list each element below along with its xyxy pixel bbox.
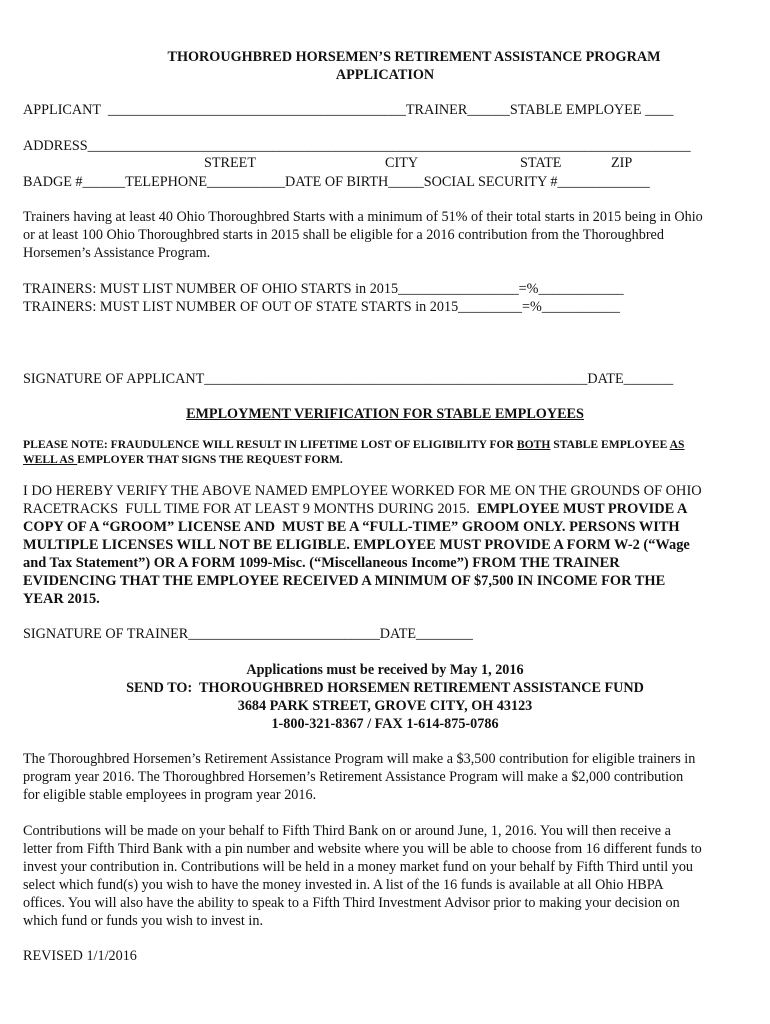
contribution-line: The Thoroughbred Horsemen’s Retirement Assistance Program will make a $3,500 contribution for eligible trainers in — [23, 751, 696, 767]
deadline-text: Applications must be received by May 1, 2016 — [246, 662, 524, 678]
verify-line-bold: EMPLOYEE MUST PROVIDE A — [477, 501, 688, 517]
note-well-as: WELL AS — [23, 453, 78, 466]
badge-line[interactable]: BADGE #______TELEPHONE___________DATE OF BIRTH_____SOCIAL SECURITY #_____________ — [23, 174, 650, 190]
ohio-starts-line[interactable]: TRAINERS: MUST LIST NUMBER OF OHIO STARTS in 2015_________________=%____________ — [23, 281, 624, 297]
applicant-line[interactable]: APPLICANT __________________________________________TRAINER______STABLE EMPLOYEE ____ — [23, 102, 674, 118]
eligibility-line: or at least 100 Ohio Thoroughbred starts in 2015 shall be eligible for a 2016 contribution from the Thoroughbred — [23, 227, 664, 243]
send-to-text: SEND TO: THOROUGHBRED HORSEMEN RETIREMENT ASSISTANCE FUND — [126, 680, 644, 696]
contribution-line: program year 2016. The Thoroughbred Horsemen’s Retirement Assistance Program will make a $2,000 contribution — [23, 769, 684, 785]
eligibility-line: Trainers having at least 40 Ohio Thoroughbred Starts with a minimum of 51% of their total starts in 2015 being in Ohio — [23, 209, 703, 225]
eligibility-line: Horsemen’s Assistance Program. — [23, 245, 211, 261]
city-label: CITY — [385, 155, 419, 171]
verification-heading: EMPLOYMENT VERIFICATION FOR STABLE EMPLOYEES — [186, 406, 584, 422]
verify-line: I DO HEREBY VERIFY THE ABOVE NAMED EMPLOYEE WORKED FOR ME ON THE GROUNDS OF OHIO — [23, 483, 702, 499]
verify-line: RACETRACKS FULL TIME FOR AT LEAST 9 MONTHS DURING 2015. — [23, 501, 478, 517]
note-as: AS — [669, 438, 685, 451]
address-text: 3684 PARK STREET, GROVE CITY, OH 43123 — [237, 698, 533, 714]
verify-line: COPY OF A “GROOM” LICENSE AND MUST BE A “FULL-TIME” GROOM ONLY. PERSONS WITH — [23, 519, 680, 535]
verify-line: EVIDENCING THAT THE EMPLOYEE RECEIVED A MINIMUM OF $7,500 IN INCOME FOR THE — [23, 573, 666, 589]
verify-line: YEAR 2015. — [23, 591, 100, 607]
contribution-line: for eligible stable employees in program year 2016. — [23, 787, 317, 803]
address-line[interactable]: ADDRESS_____________________________________________________________________________________ — [23, 138, 691, 154]
fifth-third-line: Contributions will be made on your behalf to Fifth Third Bank on or around June, 1, 2016. You will then receive a — [23, 823, 671, 839]
verify-line: and Tax Statement”) OR A FORM 1099-Misc. (“Miscellaneous Income”) FROM THE TRAINER — [23, 555, 620, 571]
note-both: BOTH — [516, 438, 551, 451]
note-text: PLEASE NOTE: FRAUDULENCE WILL RESULT IN LIFETIME LOST OF ELIGIBILITY FOR — [23, 438, 517, 451]
phone-fax-text: 1-800-321-8367 / FAX 1-614-875-0786 — [271, 716, 499, 732]
zip-label: ZIP — [611, 155, 633, 171]
street-label: STREET — [204, 155, 257, 171]
revised-date: REVISED 1/1/2016 — [23, 948, 137, 964]
applicant-signature-line[interactable]: SIGNATURE OF APPLICANT______________________________________________________DATE_______ — [23, 371, 674, 387]
form-subtitle: APPLICATION — [335, 67, 435, 83]
form-title: THOROUGHBRED HORSEMEN’S RETIREMENT ASSISTANCE PROGRAM — [167, 49, 661, 65]
out-of-state-starts-line[interactable]: TRAINERS: MUST LIST NUMBER OF OUT OF STATE STARTS in 2015_________=%___________ — [23, 299, 620, 315]
fifth-third-line: letter from Fifth Third Bank with a pin number and website where you will be able to choose from 16 different funds to — [23, 841, 702, 857]
trainer-signature-line[interactable]: SIGNATURE OF TRAINER___________________________DATE________ — [23, 626, 473, 642]
verify-line: MULTIPLE LICENSES WILL NOT BE ELIGIBLE. EMPLOYEE MUST PROVIDE A FORM W-2 (“Wage — [23, 537, 690, 553]
fifth-third-line: select which fund(s) you wish to have the money invested in. A list of the 16 funds is available at all Ohio HBPA — [23, 877, 664, 893]
note-text: STABLE EMPLOYEE — [550, 438, 670, 451]
fifth-third-line: which fund or funds you wish to invest in. — [23, 913, 263, 929]
fifth-third-line: invest your contribution in. Contributions will be held in a money market fund on your behalf by Fifth Third until you — [23, 859, 694, 875]
fifth-third-line: offices. You will also have the ability to speak to a Fifth Third Investment Advisor prior to making your decision on — [23, 895, 680, 911]
state-label: STATE — [520, 155, 562, 171]
note-text: EMPLOYER THAT SIGNS THE REQUEST FORM. — [77, 453, 343, 466]
